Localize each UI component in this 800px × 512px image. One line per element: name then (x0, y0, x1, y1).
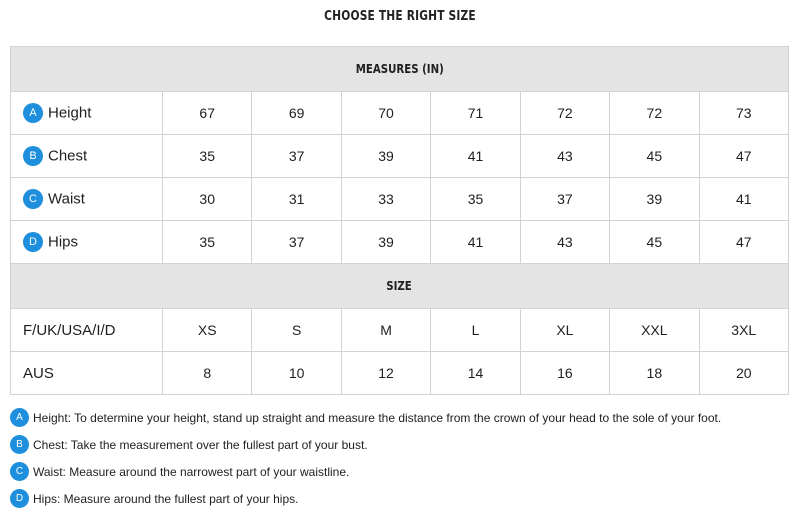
row-label-chest (11, 135, 163, 178)
row-label-text: Chest (48, 147, 88, 165)
table-cell: 41 (431, 135, 520, 178)
measures-heading-text: MEASURES (IN) (355, 62, 444, 76)
badge-a-icon: A (10, 408, 29, 427)
table-cell: 37 (252, 221, 341, 264)
table-cell: 69 (252, 92, 341, 135)
table-cell: 37 (252, 135, 341, 178)
badge-d-icon: D (23, 232, 43, 252)
note-text: Waist: Measure around the narrowest part of your waistline. (33, 464, 350, 479)
table-cell: 16 (520, 352, 609, 395)
table-cell: M (341, 309, 430, 352)
note-text: Hips: Measure around the fullest part of your hips. (33, 491, 299, 506)
row-label-text: Hips (48, 233, 79, 251)
row-label-text: Height (48, 104, 92, 122)
size-row-aus (11, 352, 789, 395)
table-cell: 43 (520, 135, 609, 178)
table-cell: 72 (520, 92, 609, 135)
badge-b-icon: B (10, 435, 29, 454)
measure-row-hips (11, 221, 789, 264)
table-cell: XXL (610, 309, 699, 352)
page-title: CHOOSE THE RIGHT SIZE (324, 9, 476, 24)
table-cell: S (252, 309, 341, 352)
table-cell: 3XL (699, 309, 788, 352)
note-hips (10, 485, 790, 512)
size-chart-table (10, 46, 789, 395)
size-row-eu-uk-us (11, 309, 789, 352)
table-cell: 41 (431, 221, 520, 264)
row-label-waist (11, 178, 163, 221)
table-cell: XS (163, 309, 252, 352)
table-cell: 35 (163, 221, 252, 264)
size-header-row (11, 264, 789, 309)
row-label-text: F/UK/USA/I/D (23, 321, 116, 339)
badge-c-icon: C (10, 462, 29, 481)
measure-row-height (11, 92, 789, 135)
measures-header-row (11, 47, 789, 92)
table-cell: 14 (431, 352, 520, 395)
table-cell: XL (520, 309, 609, 352)
row-label-size-system (11, 309, 163, 352)
table-cell: L (431, 309, 520, 352)
table-cell: 47 (699, 221, 788, 264)
table-cell: 45 (610, 221, 699, 264)
table-cell: 70 (341, 92, 430, 135)
note-height (10, 404, 790, 431)
table-cell: 41 (699, 178, 788, 221)
measures-heading (11, 47, 789, 92)
note-waist (10, 458, 790, 485)
measure-row-waist (11, 178, 789, 221)
table-cell: 39 (610, 178, 699, 221)
size-heading (11, 264, 789, 309)
measurement-notes (10, 404, 790, 512)
table-cell: 35 (163, 135, 252, 178)
measure-row-chest (11, 135, 789, 178)
table-cell: 71 (431, 92, 520, 135)
table-cell: 37 (520, 178, 609, 221)
table-cell: 30 (163, 178, 252, 221)
table-cell: 72 (610, 92, 699, 135)
badge-a-icon: A (23, 103, 43, 123)
row-label-text: Waist (48, 190, 85, 208)
table-cell: 67 (163, 92, 252, 135)
table-cell: 43 (520, 221, 609, 264)
row-label-size-system (11, 352, 163, 395)
row-label-hips (11, 221, 163, 264)
table-cell: 73 (699, 92, 788, 135)
table-cell: 39 (341, 221, 430, 264)
table-cell: 18 (610, 352, 699, 395)
badge-b-icon: B (23, 146, 43, 166)
table-cell: 10 (252, 352, 341, 395)
table-cell: 33 (341, 178, 430, 221)
table-cell: 35 (431, 178, 520, 221)
table-cell: 12 (341, 352, 430, 395)
table-cell: 20 (699, 352, 788, 395)
note-text: Chest: Take the measurement over the fullest part of your bust. (33, 437, 368, 452)
note-chest (10, 431, 790, 458)
row-label-height (11, 92, 163, 135)
note-text: Height: To determine your height, stand up straight and measure the distance from the crown of your head to the sole of your foot. (33, 410, 722, 425)
table-cell: 31 (252, 178, 341, 221)
badge-d-icon: D (10, 489, 29, 508)
table-cell: 8 (163, 352, 252, 395)
size-heading-text: SIZE (386, 279, 413, 293)
table-cell: 39 (341, 135, 430, 178)
badge-c-icon: C (23, 189, 43, 209)
table-cell: 45 (610, 135, 699, 178)
table-cell: 47 (699, 135, 788, 178)
row-label-text: AUS (23, 364, 54, 382)
